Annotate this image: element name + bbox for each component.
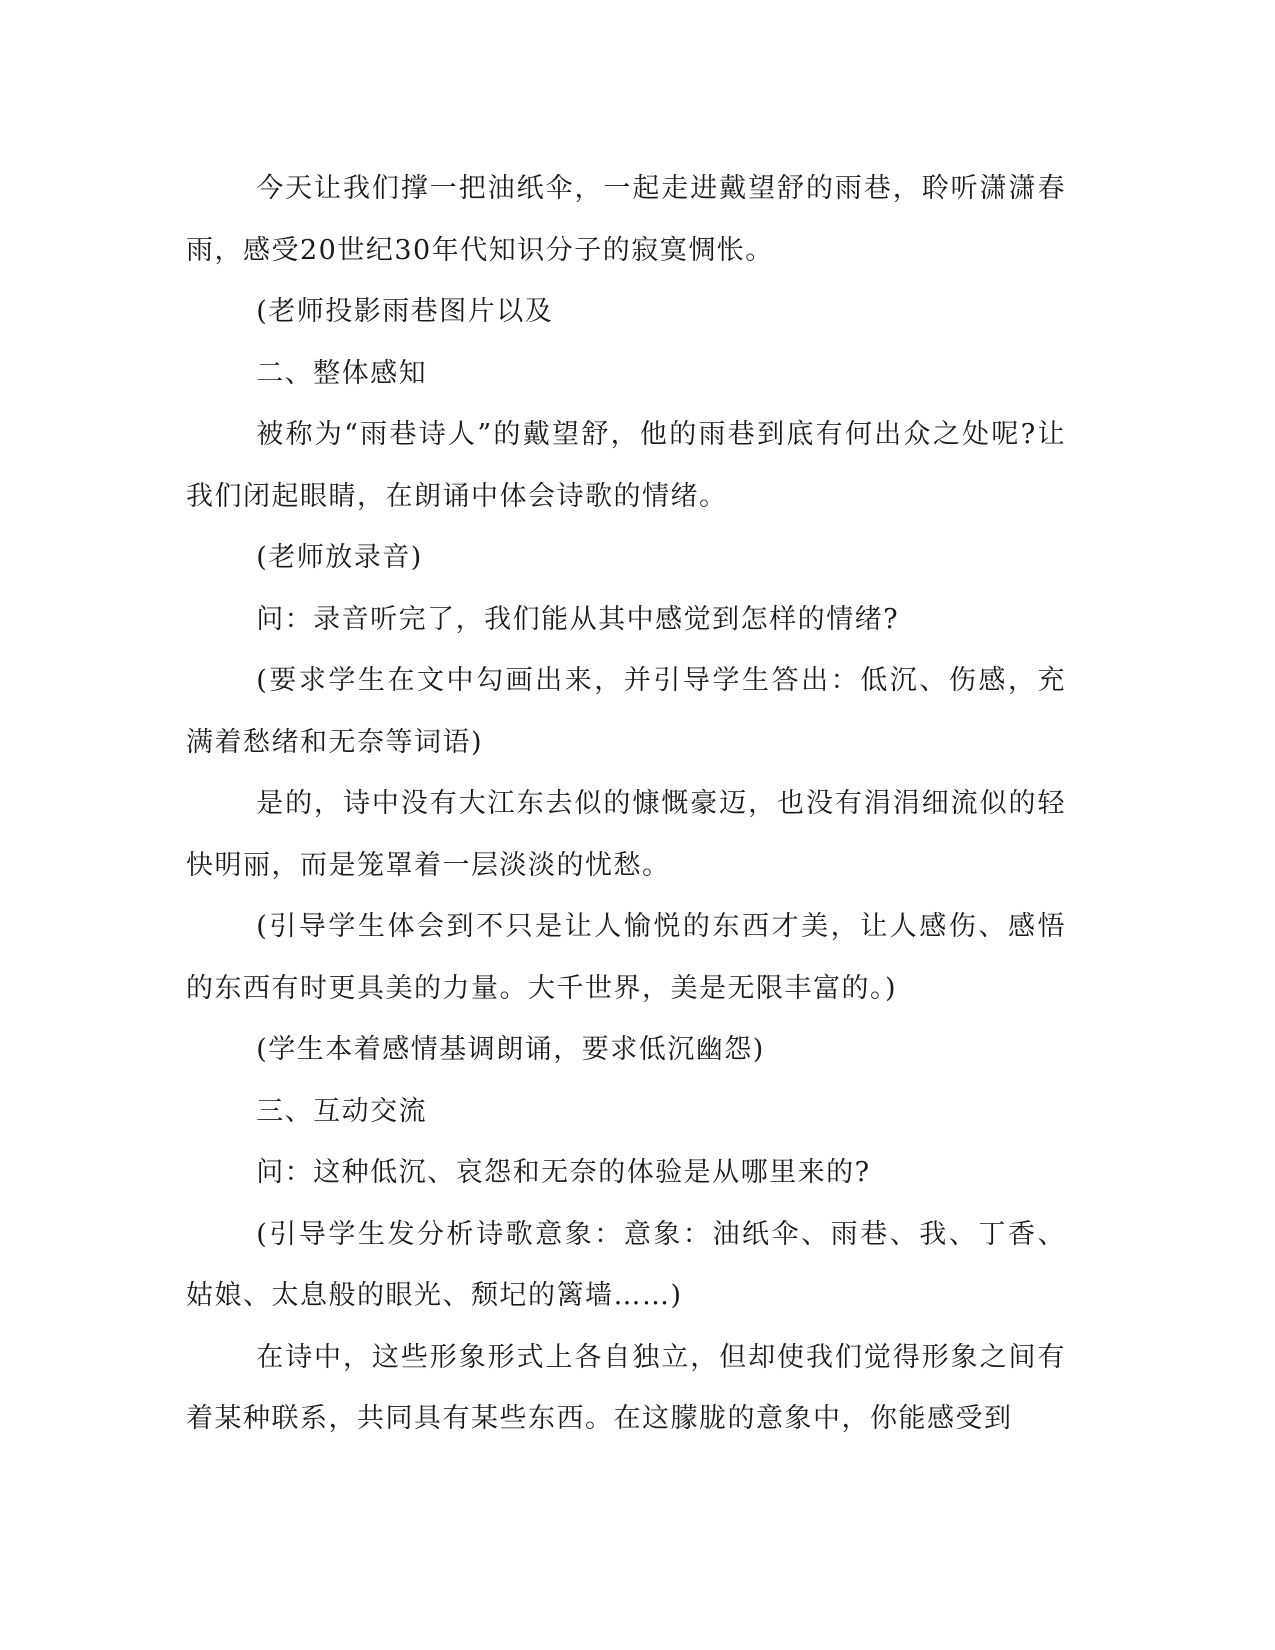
section-heading: 三、互动交流 [256,1095,428,1127]
paragraph: 被称为“雨巷诗人”的戴望舒，他的雨巷到底有何出众之处呢?让我们闭起眼睛，在朗诵中体会诗歌的情绪。 [186,419,1066,512]
paragraph: (引导学生发分析诗歌意象：意象：油纸伞、雨巷、我、丁香、姑娘、太息般的眼光、颓圮的篱墙……) [186,1218,1066,1311]
paragraph: 问：这种低沉、哀怨和无奈的体验是从哪里来的? [256,1157,871,1188]
section-heading: 二、整体感知 [256,357,428,389]
paragraph: 问：录音听完了，我们能从其中感觉到怎样的情绪? [256,603,900,635]
paragraph: (要求学生在文中勾画出来，并引导学生答出：低沉、伤感，充满着愁绪和无奈等词语) [186,665,1066,758]
paragraph: (老师投影雨巷图片以及 [256,296,554,327]
paragraph: 是的，诗中没有大江东去似的慷慨豪迈，也没有涓涓细流似的轻快明丽，而是笼罩着一层淡淡的忧愁。 [186,788,1066,881]
paragraph: 在诗中，这些形象形式上各自独立，但却使我们觉得形象之间有着某种联系，共同具有某些东西。在这朦胧的意象中，你能感受到 [186,1341,1066,1434]
paragraph: (引导学生体会到不只是让人愉悦的东西才美，让人感伤、感悟的东西有时更具美的力量。大千世界，美是无限丰富的。) [186,911,1066,1004]
paragraph: 今天让我们撑一把油纸伞，一起走进戴望舒的雨巷，聆听潇潇春雨，感受20世纪30年代知识分子的寂寞惆怅。 [186,173,1066,266]
paragraph: (学生本着感情基调朗诵，要求低沉幽怨) [256,1034,765,1065]
document-body [186,158,1066,1450]
paragraph: (老师放录音) [256,542,423,573]
